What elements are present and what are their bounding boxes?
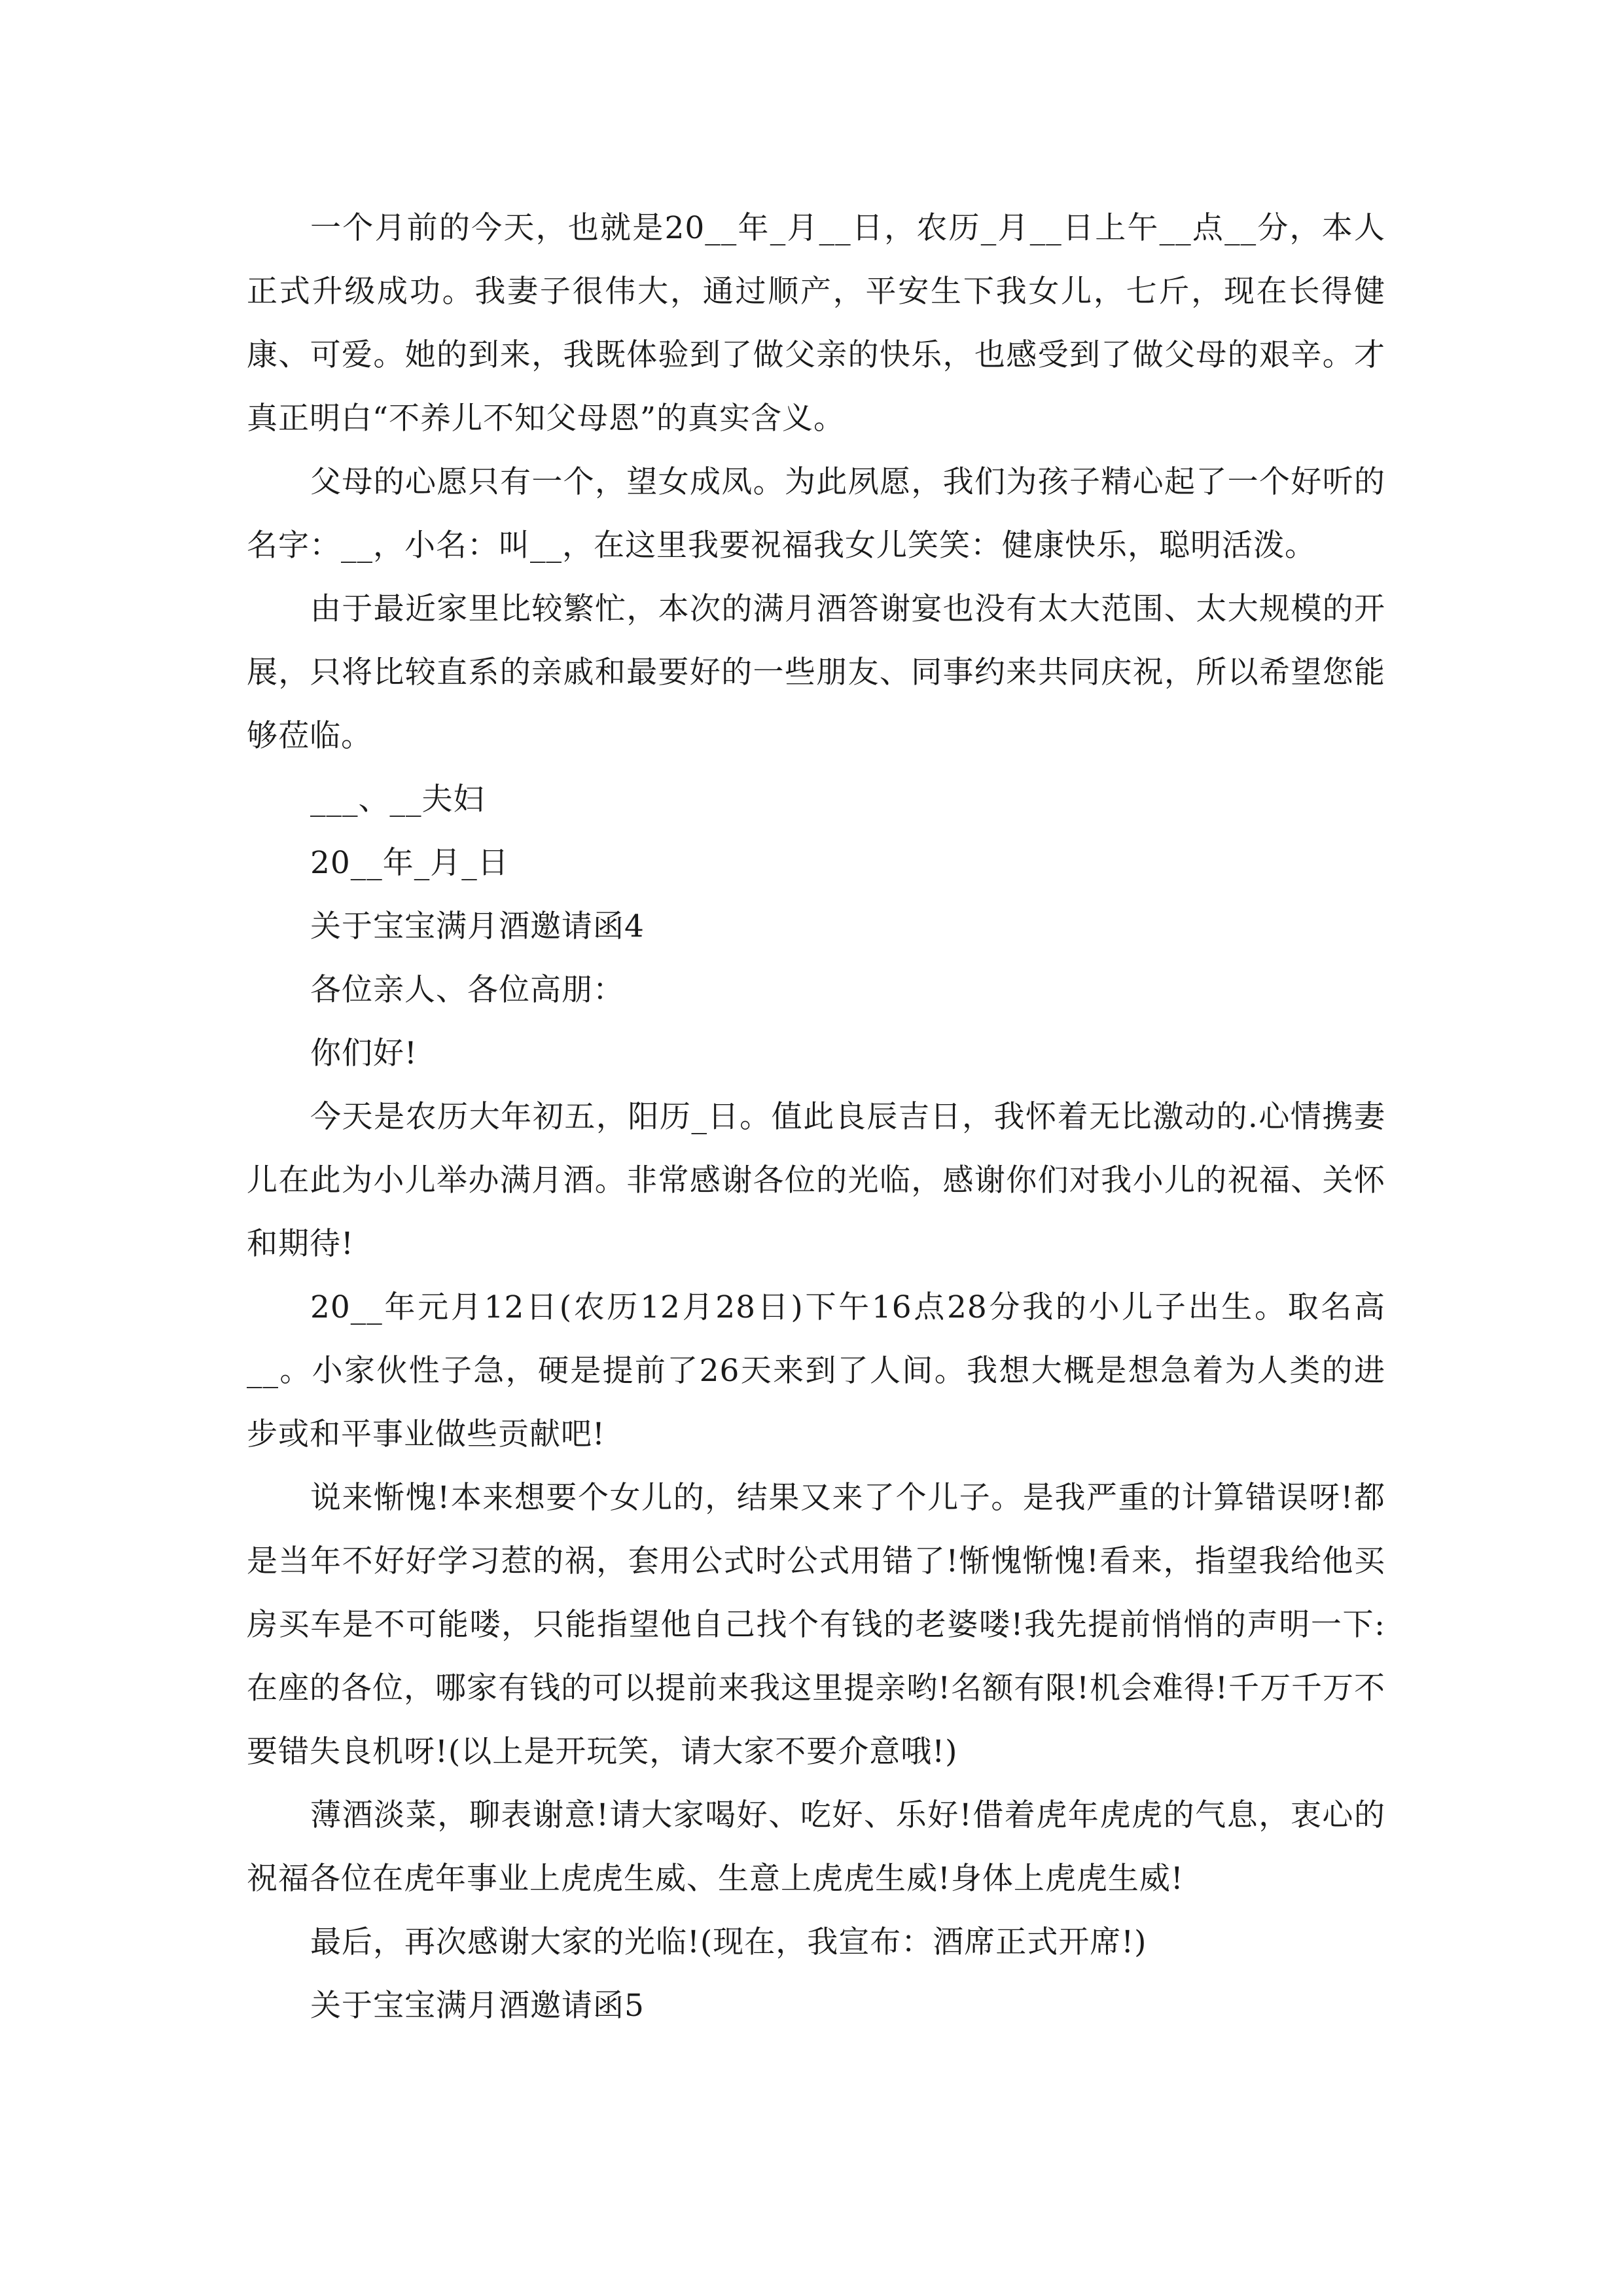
salutation: 各位亲人、各位高朋： — [310, 972, 624, 1008]
paragraph-joke: 说来惭愧!本来想要个女儿的，结果又来了个儿子。是我严重的计算错误呀!都是当年不好好学习惹的祸，套用公式时公式用错了!惭愧惭愧!看来，指望我给他买房买车是不可能喽，只能指望他自己找个有钱的老婆喽!我先提前悄悄的声明一下:在座的各位，哪家有钱的可以提前来我这里提亲哟!名额有限!机会难得!千万千万不要错失良机呀!(以上是开玩笑，请大家不要介意哦!) — [247, 1480, 1385, 1770]
section-heading-5: 关于宝宝满月酒邀请函5 — [310, 1988, 645, 2024]
section-heading-4: 关于宝宝满月酒邀请函4 — [310, 908, 645, 944]
date-line: 20__年_月_日 — [310, 845, 509, 881]
paragraph-birth-details: 20__年元月12日(农历12月28日)下午16点28分我的小儿子出生。取名高__。小家伙性子急，硬是提前了26天来到了人间。我想大概是想急着为人类的进步或和平事业做些贡献吧! — [247, 1289, 1385, 1452]
paragraph-birth-announcement: 一个月前的今天，也就是20__年_月__日，农历_月__日上午__点__分，本人正式升级成功。我妻子很伟大，通过顺产，平安生下我女儿，七斤，现在长得健康、可爱。她的到来，我既体验到了做父亲的快乐，也感受到了做父母的艰辛。才真正明白“不养儿不知父母恩”的真实含义。 — [247, 210, 1385, 437]
paragraph-toast: 薄酒淡菜，聊表谢意!请大家喝好、吃好、乐好!借着虎年虎虎的气息，衷心的祝福各位在虎年事业上虎虎生威、生意上虎虎生威!身体上虎虎生威! — [247, 1797, 1385, 1897]
paragraph-closing: 最后，再次感谢大家的光临!(现在，我宣布：酒席正式开席!) — [310, 1924, 1147, 1960]
document-body — [247, 196, 1385, 2037]
greeting: 你们好! — [310, 1035, 418, 1071]
paragraph-opening: 今天是农历大年初五，阳历_日。值此良辰吉日，我怀着无比激动的.心情携妻儿在此为小儿举办满月酒。非常感谢各位的光临，感谢你们对我小儿的祝福、关怀和期待! — [247, 1099, 1385, 1262]
paragraph-baby-name: 父母的心愿只有一个，望女成凤。为此夙愿，我们为孩子精心起了一个好听的名字：__，小名：叫__，在这里我要祝福我女儿笑笑：健康快乐，聪明活泼。 — [247, 464, 1385, 564]
paragraph-invitation-note: 由于最近家里比较繁忙，本次的满月酒答谢宴也没有太大范围、太大规模的开展，只将比较直系的亲戚和最要好的一些朋友、同事约来共同庆祝，所以希望您能够莅临。 — [247, 591, 1385, 754]
signature-line: ___、__夫妇 — [310, 781, 485, 817]
